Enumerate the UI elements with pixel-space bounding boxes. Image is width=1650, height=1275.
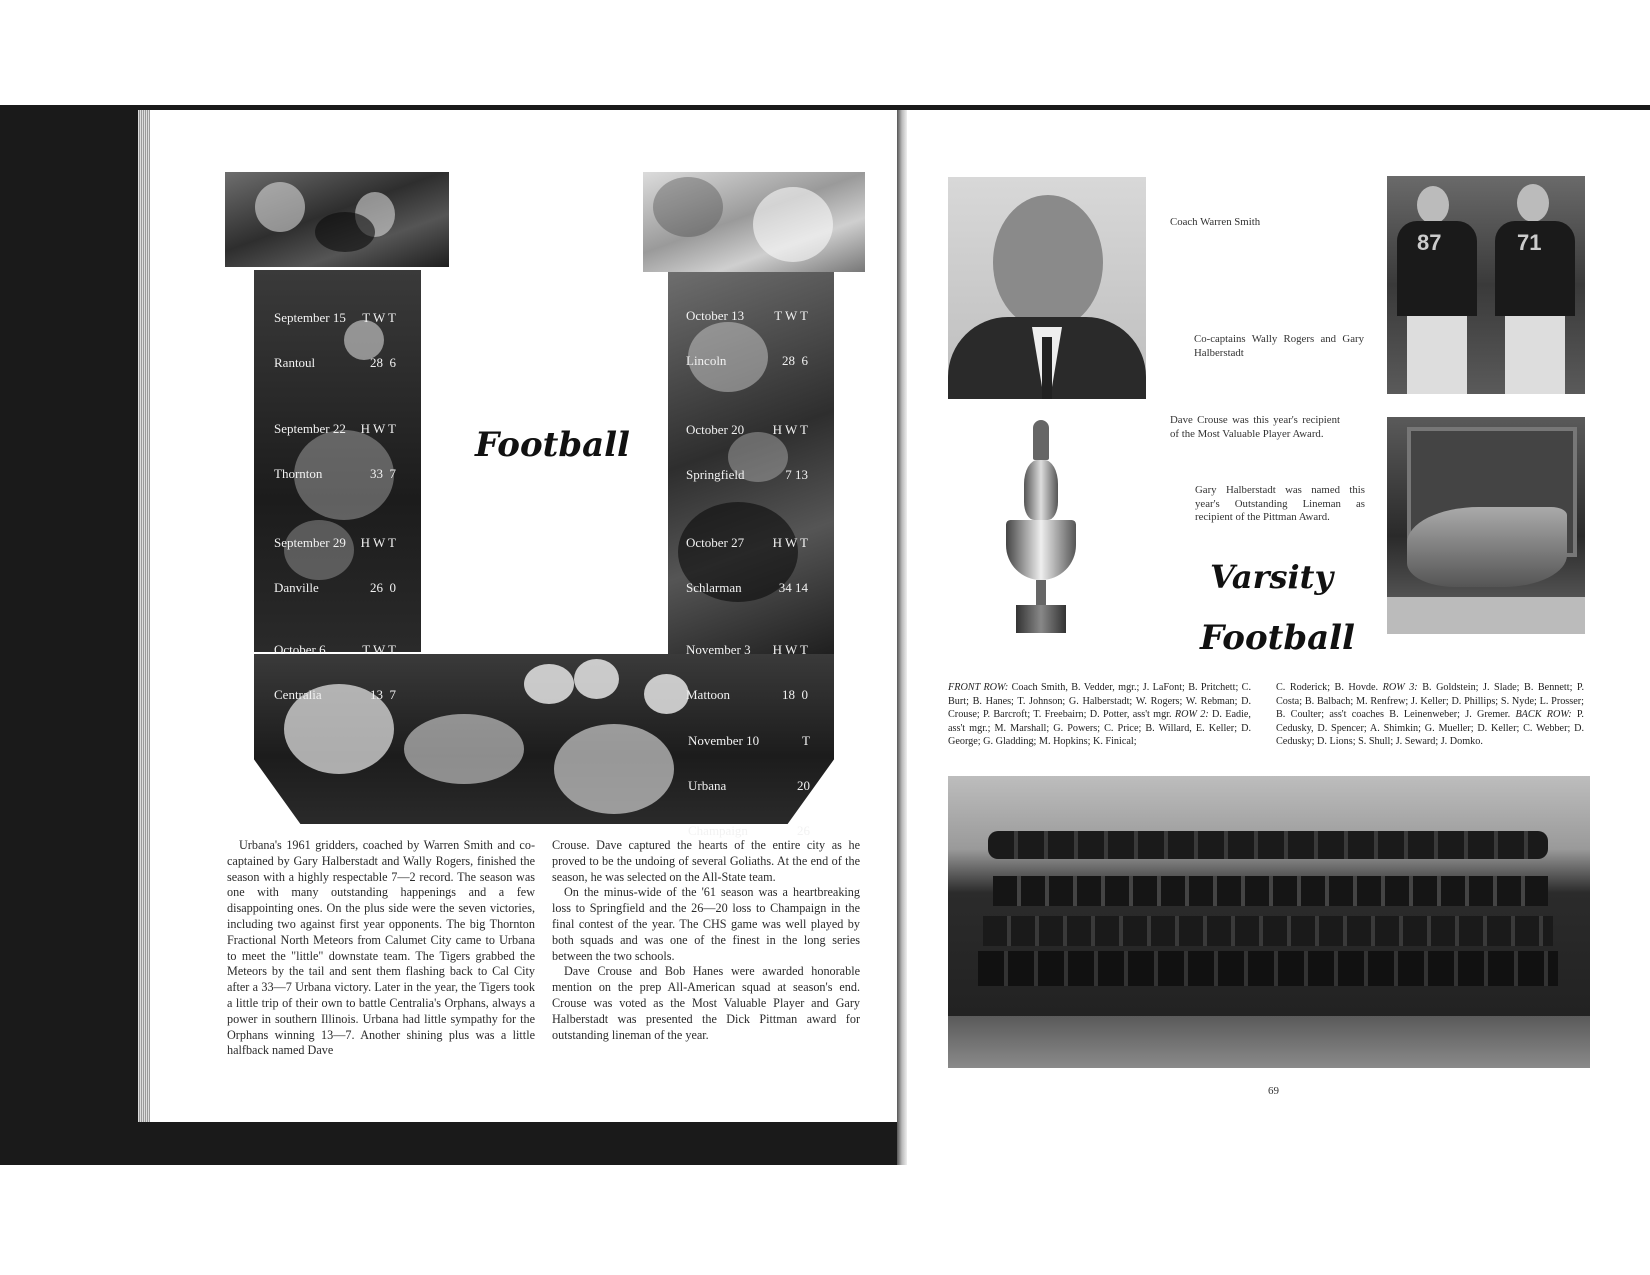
roster-label-row-2: ROW 2: [1174,709,1209,721]
roster-label-back-row: BACK ROW: [1515,709,1572,721]
jersey-number-71: 71 [1517,230,1542,255]
article-column-1: Urbana's 1961 gridders, coached by Warren Smith and co-captained by Gary Halberstadt and Wally Rogers, finished the season with a highly respectable 7—2 record. The season was one with many outstanding happenings and a few disappointing ones. On the plus side were the seven victories, including two against first year opponents. The big Thornton Fractional North Meteors from Calumet City came to Urbana to meet the "little" downstate team. The Tigers grabbed the Meteors by the tail and sent them flashing back to Cal City after a 33—7 Urbana victory. Later in the year, the Tigers took a little trip of their own to battle Centralia's Orphans, always a power in southern Illinois. Urbana had little sympathy for the Orphans winning 13—7. Another shining plus was a little halfback named Dave [227,838,535,1058]
schedule-entry-8: November 3 H W T Mattoon 18 0 [686,642,808,702]
caption-co-captains: Co-captains Wally Rogers and Gary Halberstadt [1194,333,1364,359]
schedule-entry-1: September 15 T W T Rantoul 28 6 [274,310,396,370]
roster-label-front-row: FRONT ROW: [948,682,1009,693]
football-heading: Football [475,425,630,465]
book-gutter [897,110,907,1165]
photo-pittman-award-shoe [1387,417,1585,634]
caption-lineman-award: Gary Halberstadt was named this year's Outstanding Lineman as recipient of the Pittman Award. [1195,484,1365,523]
photo-action-top-left [225,172,449,267]
schedule-entry-9: November 10 T Urbana 20 Champaign 26 [688,733,810,838]
schedule-entry-3: September 29 H W T Danville 26 0 [274,535,396,595]
left-page-edge [138,110,150,1122]
photo-team [948,776,1590,1068]
article-column-2: Crouse. Dave captured the hearts of the entire city as he proved to be the undoing of several Goliaths. At the end of the season, he was selected on the All-State team. On the minus-wide of the '61 season was a heartbreaking loss to Springfield and the 26—20 loss to Champaign in the final contest of the year. The CHS game was well played by both squads and was one of the finest in the long series between the two schools. Dave Crouse and Bob Hanes were awarded honorable mention on the prep All-American squad at season's end. Crouse was voted as the Most Valuable Player and Gary Halberstadt was presented the Dick Pittman award for outstanding lineman of the year. [552,838,860,1042]
schedule-entry-4: October 6 T W T Centralia 13 7 [274,642,396,702]
photo-mvp-trophy [996,420,1086,635]
roster-label-row-3: ROW 3: [1382,682,1418,693]
varsity-football-title: Football [1200,618,1355,658]
photo-coach [948,177,1146,399]
roster-column-2: C. Roderick; B. Hovde. ROW 3: B. Goldstein; J. Slade; B. Bennett; P. Costa; B. Balbach; M. Renfrew; J. Keller; D. Phillips; S. Nyde; L. Prosser; B. Coulter; ass't coaches B. Leinenweber; J. Gremer. BACK ROW: P. Cedusky, D. Spencer; A. Shimkin; G. Mueller; D. Keller; C. Webber; D. Cedusky; D. Lions; S. Shull; J. Seward; J. Domko. [1276,682,1584,748]
varsity-title: Varsity [1210,558,1334,596]
schedule-entry-7: October 27 H W T Schlarman 34 14 [686,535,808,595]
schedule-entry-5: October 13 T W T Lincoln 28 6 [686,308,808,368]
page-number: 69 [1268,1085,1279,1097]
roster-column-1: FRONT ROW: Coach Smith, B. Vedder, mgr.; J. LaFont; B. Pritchett; C. Burt; B. Hanes; T. Johnson; G. Halberstadt; W. Rogers; W. Rebman; D. Crouse; P. Barcroft; T. Freebairn; D. Potter, ass't mgr. ROW 2: D. Eadie, ass't mgr.; M. Marshall; G. Powers; C. Price; B. Willard, E. Keller; D. George; G. Gladding; M. Hopkins; K. Finical; [948,682,1251,748]
schedule-entry-6: October 20 H W T Springfield 7 13 [686,422,808,482]
photo-action-top-right [643,172,865,272]
caption-coach: Coach Warren Smith [1170,216,1261,228]
schedule-entry-2: September 22 H W T Thornton 33 7 [274,421,396,481]
photo-co-captains [1387,176,1585,394]
jersey-number-87: 87 [1417,230,1442,255]
caption-mvp-award: Dave Crouse was this year's recipient of the Most Valuable Player Award. [1170,414,1340,440]
